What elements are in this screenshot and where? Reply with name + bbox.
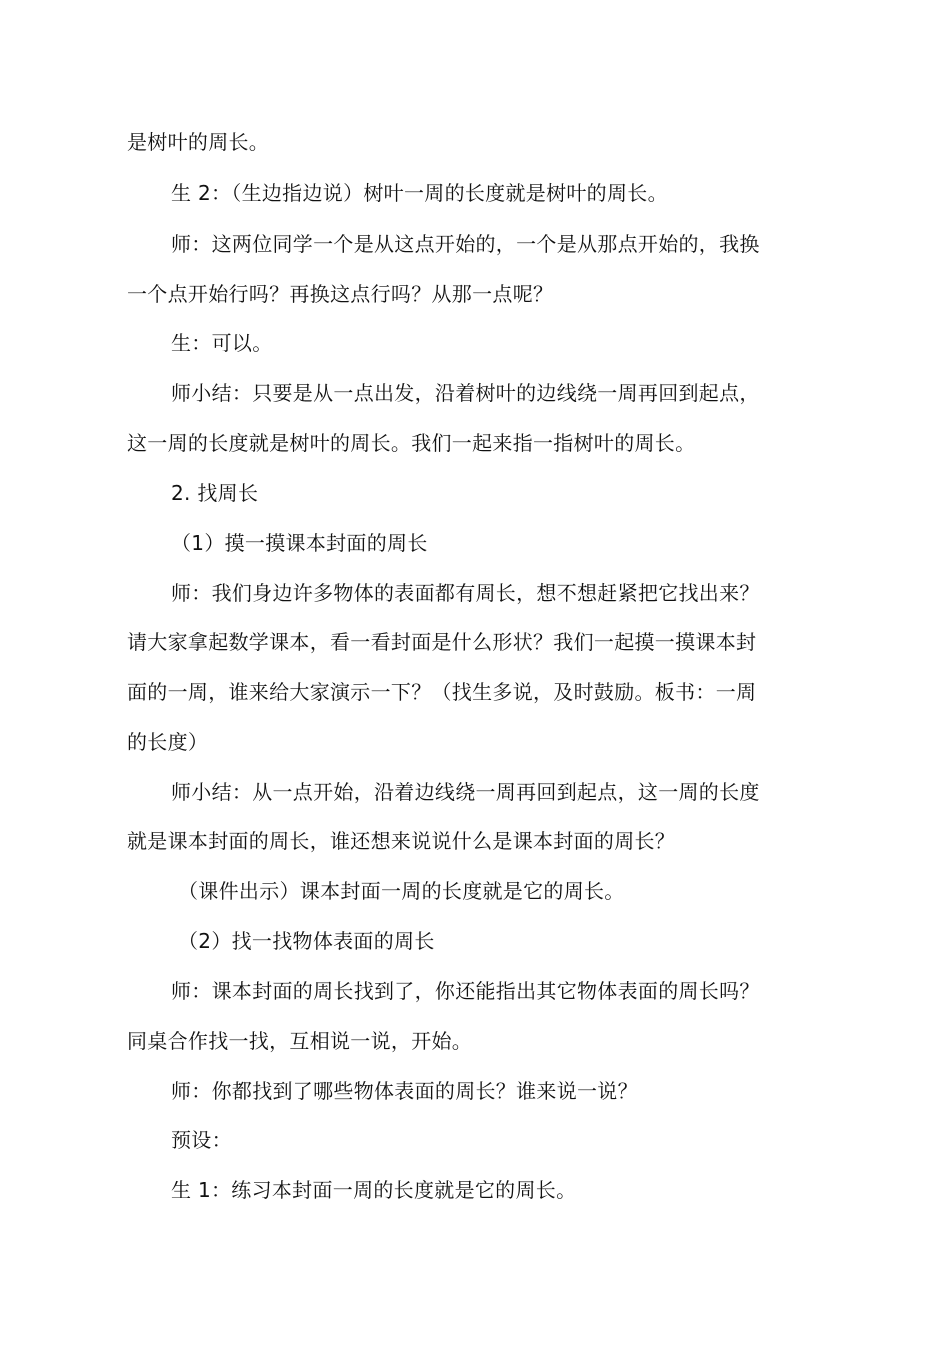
text-line: 请大家拿起数学课本，看一看封面是什么形状？我们一起摸一摸课本封: [127, 630, 757, 654]
text-line: 预设：: [171, 1128, 232, 1152]
text-line: 生：可以。: [171, 331, 273, 355]
text-line: 师：我们身边许多物体的表面都有周长，想不想赶紧把它找出来？: [171, 581, 760, 605]
text-line: 师小结：从一点开始，沿着边线绕一周再回到起点，这一周的长度: [171, 780, 760, 804]
section-heading: 2. 找周长: [171, 481, 259, 505]
subsection-heading: （1）摸一摸课本封面的周长: [171, 531, 428, 555]
text-line: （课件出示）课本封面一周的长度就是它的周长。: [178, 879, 625, 903]
text-line: 同桌合作找一找，互相说一说，开始。: [127, 1029, 473, 1053]
text-line: 生 1：练习本封面一周的长度就是它的周长。: [171, 1178, 577, 1202]
text-line: 师：课本封面的周长找到了，你还能指出其它物体表面的周长吗？: [171, 979, 760, 1003]
text-line: 的长度）: [127, 730, 209, 754]
text-line: 师小结：只要是从一点出发，沿着树叶的边线绕一周再回到起点，: [171, 381, 760, 405]
text-line: 师：这两位同学一个是从这点开始的，一个是从那点开始的，我换: [171, 232, 760, 256]
text-line: 生 2：（生边指边说）树叶一周的长度就是树叶的周长。: [171, 181, 668, 205]
text-line: 一个点开始行吗？再换这点行吗？从那一点呢？: [127, 282, 554, 306]
text-line: 师：你都找到了哪些物体表面的周长？谁来说一说？: [171, 1079, 638, 1103]
text-line: 就是课本封面的周长，谁还想来说说什么是课本封面的周长？: [127, 829, 676, 853]
text-line: 是树叶的周长。: [127, 130, 270, 154]
subsection-heading: （2）找一找物体表面的周长: [178, 929, 435, 953]
text-line: 面的一周，谁来给大家演示一下？（找生多说，及时鼓励。板书：一周: [127, 680, 757, 704]
text-line: 这一周的长度就是树叶的周长。我们一起来指一指树叶的周长。: [127, 431, 696, 455]
